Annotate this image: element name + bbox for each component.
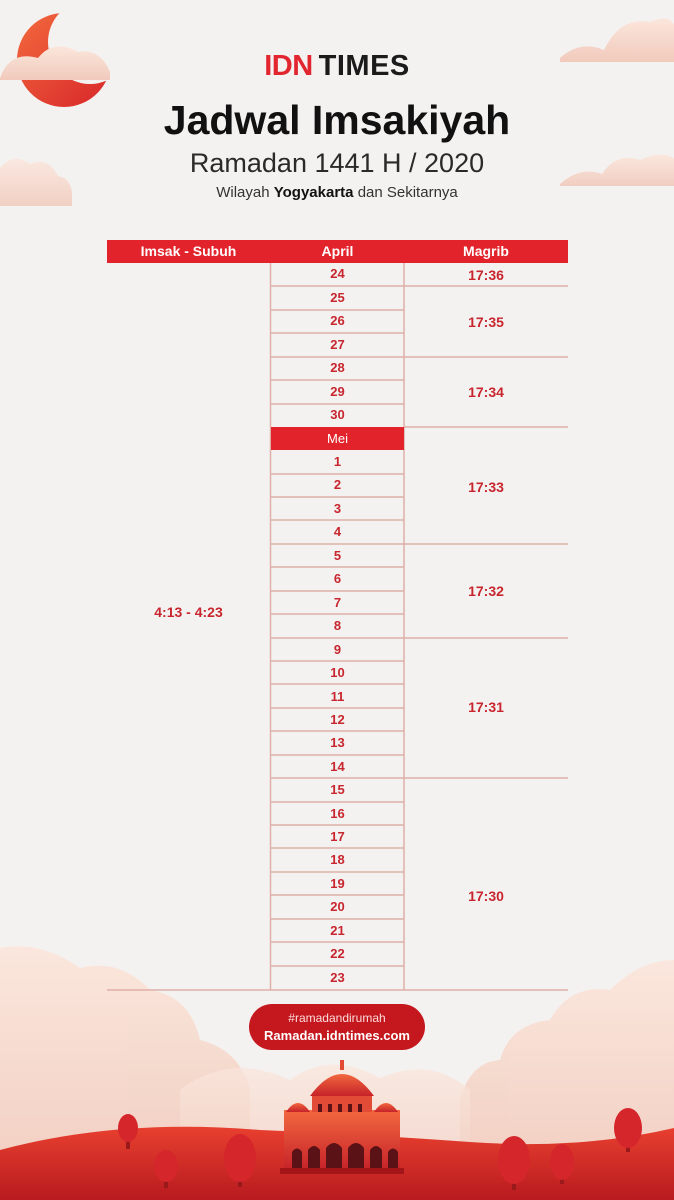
magrib-time: 17:31 bbox=[468, 699, 504, 715]
page-subtitle: Ramadan 1441 H / 2020 bbox=[189, 148, 485, 178]
footer-badge bbox=[249, 1004, 425, 1050]
region-text bbox=[0, 184, 674, 201]
region-prefix: Wilayah bbox=[216, 184, 270, 201]
day-cell: 15 bbox=[330, 782, 345, 797]
day-cell: 30 bbox=[330, 407, 345, 422]
day-cell: 2 bbox=[333, 477, 342, 492]
magrib-time: 17:35 bbox=[468, 314, 504, 330]
day-cell: 24 bbox=[330, 266, 345, 281]
region-suffix: dan Sekitarnya bbox=[357, 184, 458, 201]
day-cell: 3 bbox=[333, 501, 342, 516]
day-cell: 19 bbox=[330, 876, 345, 891]
day-cell: 12 bbox=[330, 712, 345, 727]
brand-idn: IDN bbox=[264, 50, 313, 82]
footer-site-link[interactable]: Ramadan.idntimes.com bbox=[264, 1028, 410, 1043]
day-cell: 25 bbox=[330, 290, 345, 305]
day-cell: 7 bbox=[333, 595, 342, 610]
day-cell: 16 bbox=[330, 806, 345, 821]
month-label-mei: Mei bbox=[271, 427, 404, 450]
brand-logo bbox=[0, 50, 674, 83]
day-cell: 21 bbox=[330, 923, 345, 938]
day-cell: 29 bbox=[330, 384, 345, 399]
day-cell: 27 bbox=[330, 337, 345, 352]
header-magrib: Magrib bbox=[463, 243, 509, 259]
day-cell: 8 bbox=[333, 618, 342, 633]
brand-times: TIMES bbox=[318, 50, 410, 82]
imsak-time: 4:13 - 4:23 bbox=[154, 604, 223, 620]
day-cell: 13 bbox=[330, 735, 345, 750]
day-cell: 18 bbox=[330, 852, 345, 867]
day-cell: 11 bbox=[330, 689, 345, 704]
day-cell: 5 bbox=[333, 548, 342, 563]
day-cell: 10 bbox=[330, 665, 345, 680]
day-cell: 20 bbox=[330, 899, 345, 914]
magrib-time: 17:32 bbox=[468, 583, 504, 599]
table-header bbox=[107, 240, 568, 263]
day-cell: 6 bbox=[333, 571, 342, 586]
magrib-time: 17:30 bbox=[468, 888, 504, 904]
day-cell: 26 bbox=[330, 313, 345, 328]
day-cell: 17 bbox=[330, 829, 345, 844]
day-cell: 23 bbox=[330, 970, 345, 985]
day-cell: 4 bbox=[333, 524, 342, 539]
region-city: Yogyakarta bbox=[273, 184, 354, 201]
magrib-time: 17:33 bbox=[468, 479, 504, 495]
page-title: Jadwal Imsakiyah bbox=[163, 97, 511, 143]
header-april: April bbox=[321, 243, 354, 259]
magrib-time: 17:34 bbox=[468, 384, 504, 400]
day-cell: 1 bbox=[333, 454, 342, 469]
day-cell: 9 bbox=[333, 642, 342, 657]
footer-hashtag: #ramadandirumah bbox=[288, 1011, 386, 1025]
day-cell: 14 bbox=[330, 759, 345, 774]
day-cell: 28 bbox=[330, 360, 345, 375]
header-imsak: Imsak - Subuh bbox=[140, 243, 237, 259]
magrib-time: 17:36 bbox=[468, 267, 504, 283]
day-cell: 22 bbox=[330, 946, 345, 961]
